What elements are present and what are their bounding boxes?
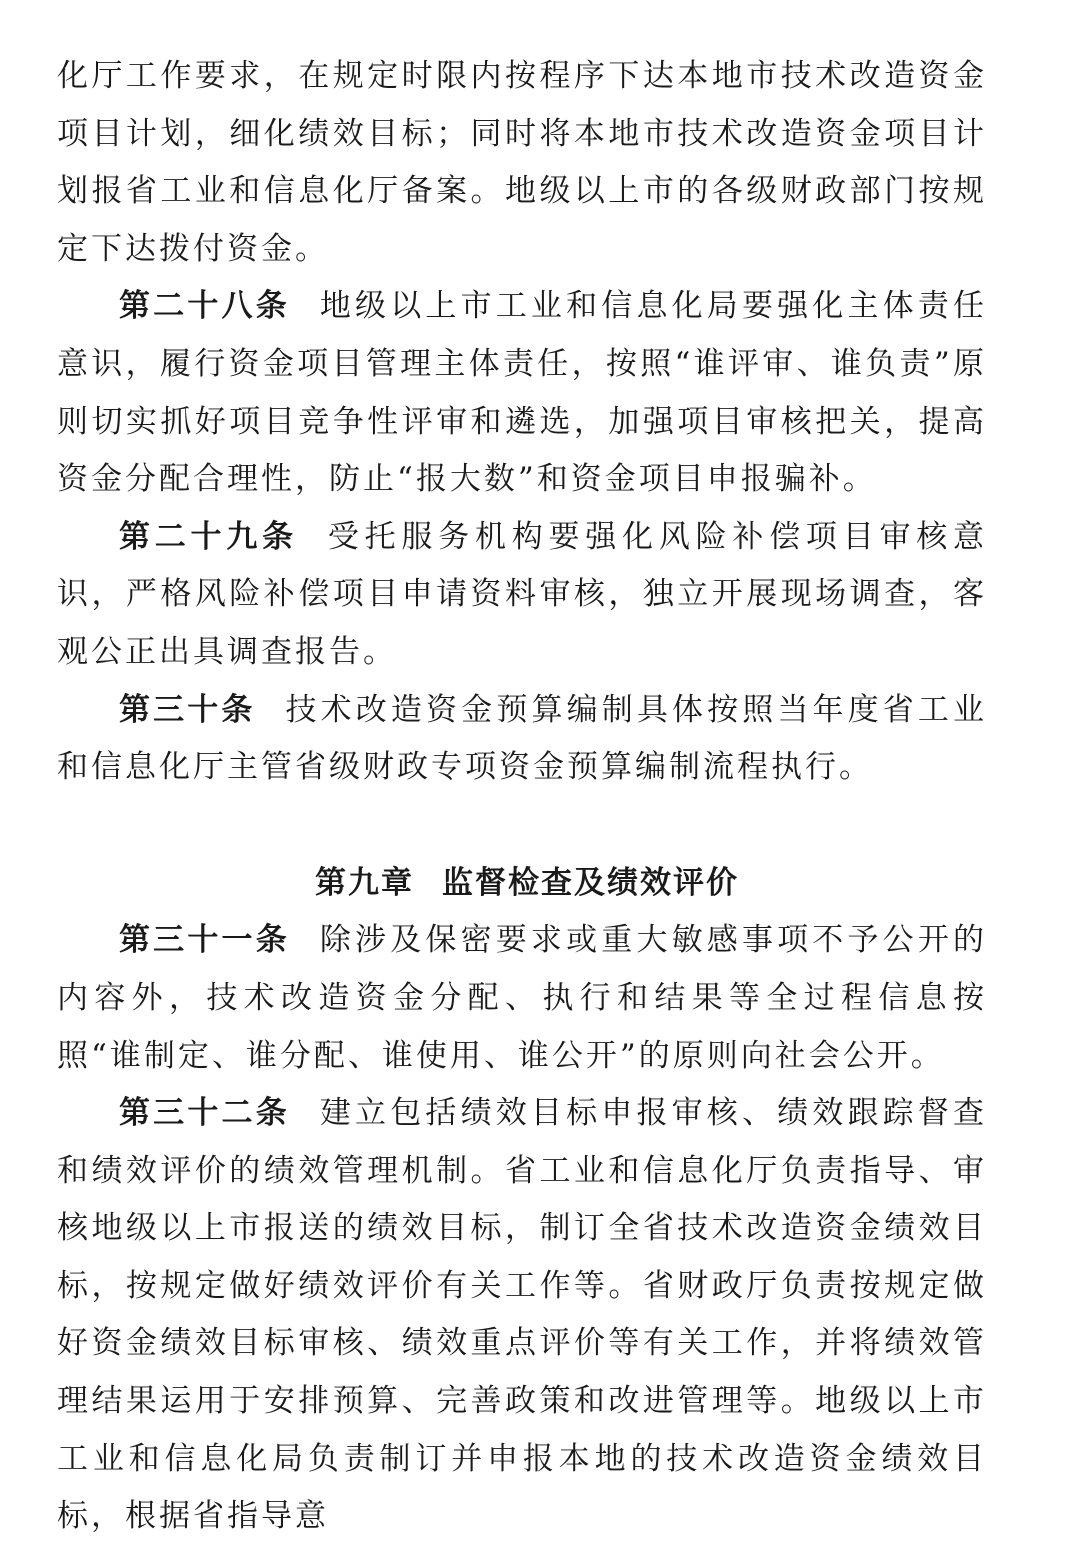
article-28 — [57, 278, 987, 508]
article-31 — [57, 912, 987, 1085]
article-text: 地级以上市工业和信息化局要强化主体责任意识，履行资金项目管理主体责任，按照“谁评审、谁负责”原则切实抓好项目竞争性评审和遴选，加强项目审核把关，提高资金分配合理性，防止“报大数”和资金项目申报骗补。 — [57, 288, 988, 498]
article-32 — [57, 1085, 987, 1546]
paragraph-continuation — [57, 48, 987, 278]
section-spacer — [57, 797, 987, 855]
article-number: 第三十一条 — [119, 922, 290, 959]
article-30 — [57, 682, 987, 797]
chapter-heading — [57, 855, 987, 913]
article-text: 受托服务机构要强化风险补偿项目审核意识，严格风险补偿项目申请资料审核，独立开展现场调查，客观公正出具调查报告。 — [57, 518, 988, 670]
article-number: 第二十九条 — [119, 518, 298, 555]
article-number: 第二十八条 — [119, 288, 290, 325]
article-number: 第三十条 — [119, 691, 256, 728]
chapter-number: 第九章 — [315, 864, 414, 901]
article-text: 除涉及保密要求或重大敏感事项不予公开的内容外，技术改造资金分配、执行和结果等全过程信息按照“谁制定、谁分配、谁使用、谁公开”的原则向社会公开。 — [57, 922, 988, 1074]
article-29 — [57, 509, 987, 682]
article-text: 建立包括绩效目标申报审核、绩效跟踪督查和绩效评价的绩效管理机制。省工业和信息化厅负责指导、审核地级以上市报送的绩效目标，制订全省技术改造资金绩效目标，按规定做好绩效评价有关工作等。省财政厅负责按规定做好资金绩效目标审核、绩效重点评价等有关工作，并将绩效管理结果运用于安排预算、完善政策和改进管理等。地级以上市工业和信息化局负责制订并申报本地的技术改造资金绩效目标，根据省指导意 — [57, 1095, 988, 1535]
article-text: 技术改造资金预算编制具体按照当年度省工业和信息化厅主管省级财政专项资金预算编制流程执行。 — [57, 691, 988, 786]
chapter-title: 监督检查及绩效评价 — [442, 864, 739, 901]
article-number: 第三十二条 — [119, 1095, 290, 1132]
paragraph-text: 化厅工作要求，在规定时限内按程序下达本地市技术改造资金项目计划，细化绩效目标；同时将本地市技术改造资金项目计划报省工业和信息化厅备案。地级以上市的各级财政部门按规定下达拨付资金。 — [57, 58, 987, 267]
